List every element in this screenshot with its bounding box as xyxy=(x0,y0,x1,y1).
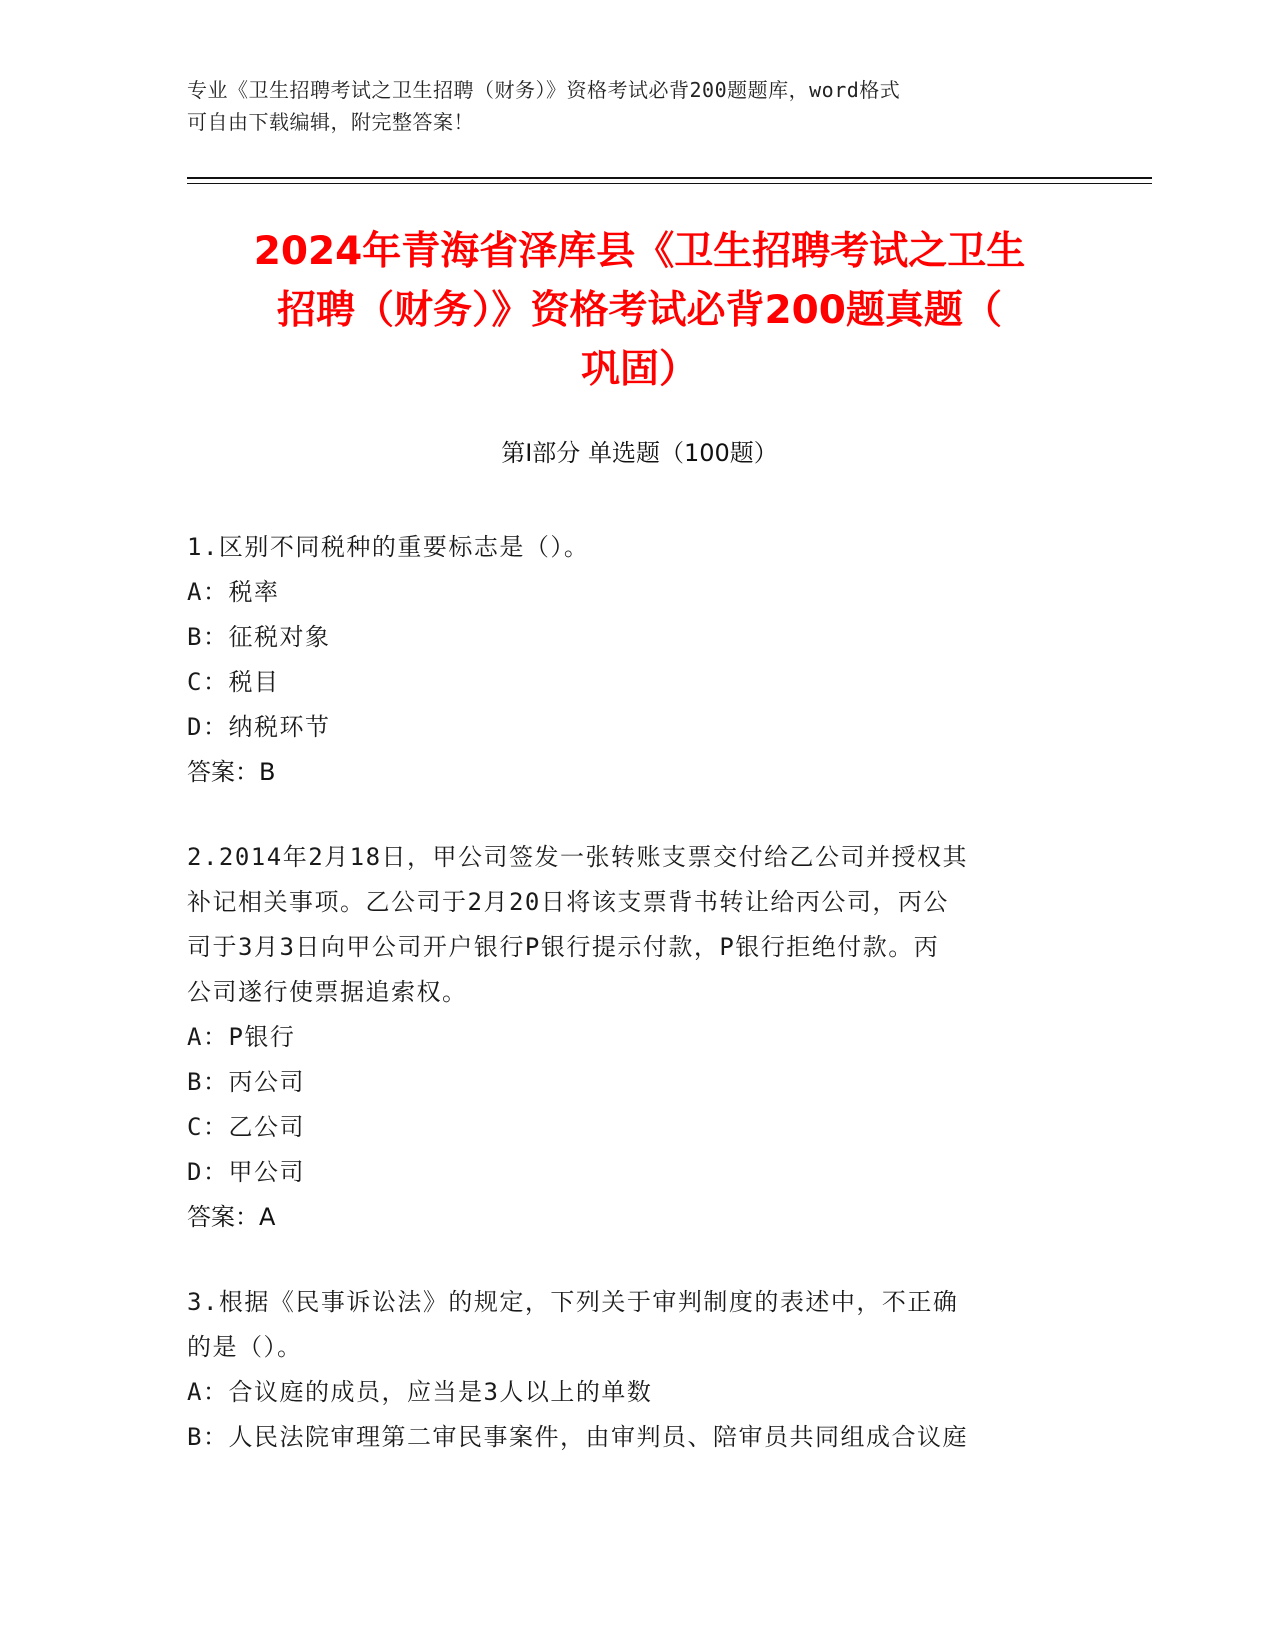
title-line: 2024年青海省泽库县《卫生招聘考试之卫生 xyxy=(253,229,1026,274)
question-option: B：丙公司 xyxy=(187,1068,305,1096)
question-option: A：合议庭的成员，应当是3人以上的单数 xyxy=(187,1378,653,1406)
section-title: 第I部分 单选题（100题） xyxy=(501,439,778,467)
question-answer: 答案：A xyxy=(187,1203,276,1231)
question-option: A：P银行 xyxy=(187,1023,296,1051)
question-option: C：乙公司 xyxy=(187,1113,305,1141)
header-rule-thick xyxy=(187,177,1152,179)
document-title xyxy=(187,222,1092,399)
header-note-line: 可自由下载编辑，附完整答案！ xyxy=(187,110,474,134)
question-option: B：人民法院审理第二审民事案件，由审判员、陪审员共同组成合议庭 xyxy=(187,1423,968,1451)
title-line: 巩固） xyxy=(580,347,698,392)
question-answer: 答案：B xyxy=(187,758,276,786)
header-note-line: 专业《卫生招聘考试之卫生招聘（财务）》资格考试必背200题题库，word格式 xyxy=(187,78,901,102)
header-note xyxy=(187,74,1067,138)
question-stem: 的是（）。 xyxy=(187,1333,303,1361)
question-option: C：税目 xyxy=(187,668,280,696)
question-stem: 2.2014年2月18日，甲公司签发一张转账支票交付给乙公司并授权其 xyxy=(187,843,969,871)
question-stem: 司于3月3日向甲公司开户银行P银行提示付款，P银行拒绝付款。丙 xyxy=(187,933,940,961)
title-line: 招聘（财务）》资格考试必背200题真题（ xyxy=(277,288,1002,333)
question-option: B：征税对象 xyxy=(187,623,331,651)
question-option: D：甲公司 xyxy=(187,1158,305,1186)
question-item xyxy=(187,1280,1082,1460)
question-option: D：纳税环节 xyxy=(187,713,331,741)
question-stem: 补记相关事项。乙公司于2月20日将该支票背书转让给丙公司，丙公 xyxy=(187,888,949,916)
question-stem: 公司遂行使票据追索权。 xyxy=(187,978,468,1006)
question-stem: 3.根据《民事诉讼法》的规定，下列关于审判制度的表述中，不正确 xyxy=(187,1288,959,1316)
question-stem: 1.区别不同税种的重要标志是（）。 xyxy=(187,533,590,561)
header-rule-thin xyxy=(187,183,1152,184)
question-item xyxy=(187,835,1082,1240)
question-option: A：税率 xyxy=(187,578,280,606)
question-list xyxy=(187,525,1082,1500)
question-item xyxy=(187,525,1082,795)
